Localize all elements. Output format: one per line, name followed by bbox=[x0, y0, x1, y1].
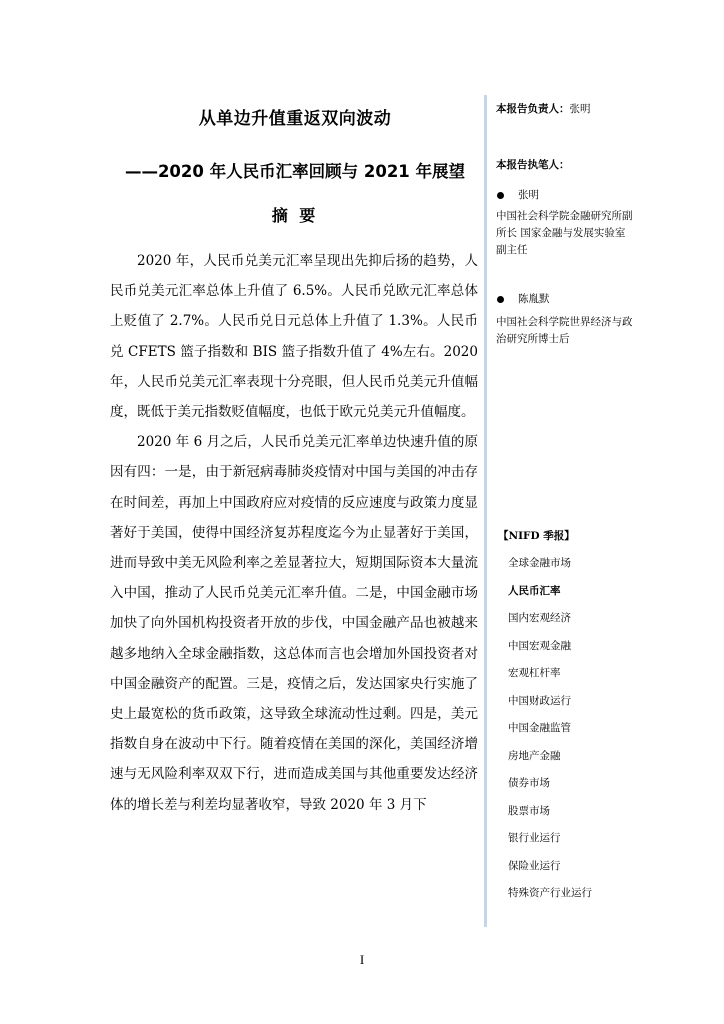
bullet-icon bbox=[497, 192, 504, 199]
abstract-paragraph-2: 2020 年 6 月之后，人民币兑美元汇率单边快速升值的原因有四：一是，由于新冠病毒肺炎疫情对中国与美国的冲击存在时间差，再加上中国政府应对疫情的反应速度与政策力度显著好于美国，使得中国经济复苏程度迄今为止显著好于美国，进而导致中美无风险利率之差显著拉大，短期国际资本大量流入中国，推动了人民币兑美元汇率升值。二是，中国金融市场加快了向外国机构投资者开放的步伐，中国金融产品也被越来越多地纳入全球金融指数，这总体而言也会增加外国投资者对中国金融资产的配置。三是，疫情之后，发达国家央行实施了史上最宽松的货币政策，这导致全球流动性过剩。四是，美元指数自身在波动中下行。随着疫情在美国的深化，美国经济增速与无风险利率双双下行，进而造成美国与其他重要发达经济体的增长差与利差均显著收窄，导致 2020 年 3 月下 bbox=[110, 434, 478, 813]
author-item bbox=[496, 187, 539, 202]
author-affiliation: 中国社会科学院世界经济与政治研究所博士后 bbox=[496, 316, 633, 345]
nifd-item[interactable]: 中国财政运行 bbox=[508, 694, 571, 707]
nifd-item[interactable]: 宏观杠杆率 bbox=[508, 667, 561, 679]
nifd-series-title: 【NIFD 季报】 bbox=[498, 530, 575, 542]
author-item bbox=[496, 291, 550, 306]
nifd-item[interactable]: 债券市场 bbox=[508, 777, 550, 789]
bullet-icon bbox=[497, 296, 504, 303]
lead-label: 本报告负责人： bbox=[496, 103, 570, 115]
nifd-item[interactable]: 特殊资产行业运行 bbox=[508, 887, 592, 899]
abstract-paragraph-1: 2020 年，人民币兑美元汇率呈现出先抑后扬的趋势，人民币兑美元汇率总体上升值了 6.5%。人民币兑欧元汇率总体上贬值了 2.7%。人民币兑日元总体上升值了 1.3%。人民币兑 CFETS 篮子指数和 BIS 篮子指数升值了 4%左右。2020 年，人民币兑美元汇率表现十分亮眼，但人民币兑美元升值幅度，既低于美元指数贬值幅度，也低于欧元兑美元升值幅度。 bbox=[110, 253, 478, 421]
abstract-heading: 摘 要 bbox=[271, 206, 319, 225]
nifd-item[interactable]: 房地产金融 bbox=[508, 749, 561, 762]
author-name: 张明 bbox=[518, 189, 539, 201]
writers-label: 本报告执笔人： bbox=[496, 159, 570, 171]
report-subtitle: ——2020 年人民币汇率回顾与 2021 年展望 bbox=[124, 162, 466, 181]
page-number: I bbox=[359, 952, 365, 967]
nifd-item[interactable]: 国内宏观经济 bbox=[508, 612, 571, 624]
nifd-item[interactable]: 中国金融监管 bbox=[508, 722, 571, 734]
report-title: 从单边升值重返双向波动 bbox=[198, 109, 392, 129]
report-lead bbox=[496, 101, 591, 116]
author-name: 陈胤默 bbox=[518, 293, 550, 305]
nifd-item-active[interactable]: 人民币汇率 bbox=[508, 584, 561, 597]
nifd-item[interactable]: 全球金融市场 bbox=[508, 557, 571, 569]
abstract-body bbox=[110, 246, 478, 820]
nifd-item[interactable]: 中国宏观金融 bbox=[508, 639, 571, 652]
nifd-series-list bbox=[508, 555, 592, 913]
nifd-item[interactable]: 股票市场 bbox=[508, 804, 550, 817]
column-divider bbox=[484, 95, 487, 927]
author-affiliation: 中国社会科学院金融研究所副所长 国家金融与发展实验室副主任 bbox=[496, 210, 633, 256]
lead-name: 张明 bbox=[569, 103, 591, 115]
nifd-item[interactable]: 银行业运行 bbox=[508, 832, 561, 844]
nifd-item[interactable]: 保险业运行 bbox=[508, 859, 561, 872]
